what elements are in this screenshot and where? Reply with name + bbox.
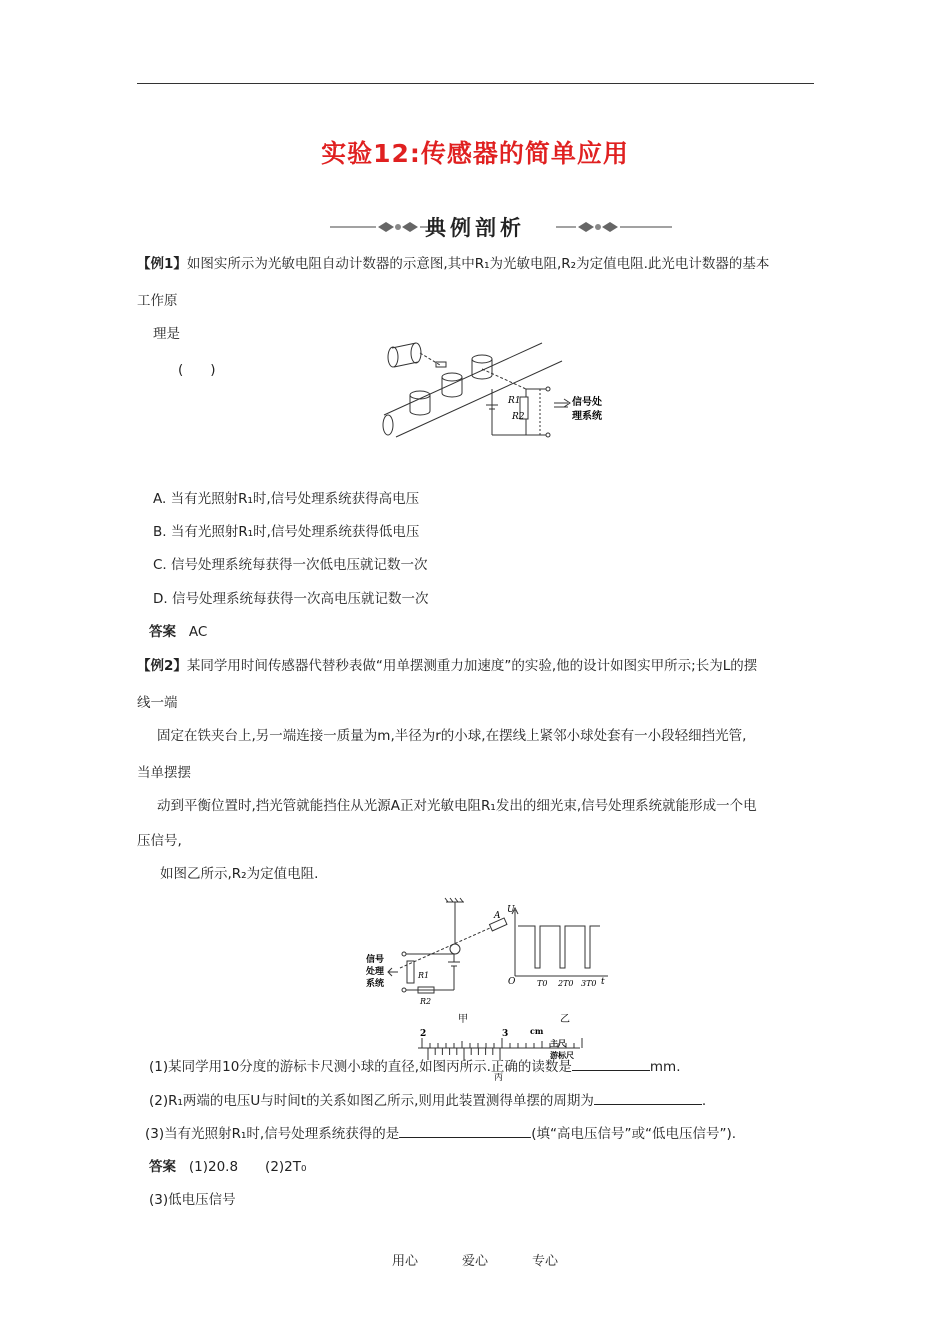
fig2-jia: 甲	[458, 1014, 468, 1025]
option-a: A. 当有光照射R₁时,信号处理系统获得高电压	[153, 491, 420, 507]
fig2-label-t0: T0	[537, 979, 548, 988]
example1-paren: ( )	[178, 362, 216, 378]
question-1-unit: mm.	[649, 1059, 681, 1075]
fig1-signal-label-1: 信号处	[572, 397, 602, 408]
fig2-yi: 乙	[560, 1014, 570, 1025]
example1-line3: 理是	[153, 326, 180, 342]
footer	[0, 1250, 950, 1269]
answer-value-2: (1)20.8 (2)2T₀	[188, 1159, 307, 1175]
fig2-bing: 丙	[494, 1073, 504, 1083]
example2-line6: 压信号,	[137, 833, 182, 849]
example1-answer	[149, 623, 207, 641]
answer-blank-2[interactable]	[594, 1092, 702, 1105]
answer-label-2: 答案	[149, 1159, 176, 1175]
vernier-2: 2	[420, 1029, 427, 1039]
fig2-r1: R1	[418, 971, 430, 980]
question-1	[149, 1058, 680, 1076]
example2-line5: 动到平衡位置时,挡光管就能挡住从光源A正对光敏电阻R₁发出的细光束,信号处理系统就能形成一个电	[157, 798, 757, 814]
question-3-end: (填“高电压信号”或“低电压信号”).	[531, 1126, 737, 1142]
vernier-cm: cm	[530, 1026, 544, 1036]
fig2-label-2t0: 2T0	[558, 979, 574, 988]
fig2-label-o: O	[508, 977, 516, 987]
example1-text: 如图实所示为光敏电阻自动计数器的示意图,其中R₁为光敏电阻,R₂为定值电阻.此光电计数器的基本	[186, 256, 770, 272]
fig2-label-t: t	[601, 977, 605, 987]
fig2-r2: R2	[420, 997, 432, 1006]
example2-answer-3: (3)低电压信号	[149, 1192, 236, 1208]
example2-text: 某同学用时间传感器代替秒表做“用单摆测重力加速度”的实验,他的设计如图实甲所示;长为L的摆	[186, 658, 758, 674]
question-1-text: (1)某同学用10分度的游标卡尺测小球的直径,如图丙所示.正确的读数是	[149, 1059, 572, 1075]
question-3-text: (3)当有光照射R₁时,信号处理系统获得的是	[145, 1126, 400, 1142]
question-3	[145, 1125, 736, 1143]
option-d: D. 信号处理系统每获得一次高电压就记数一次	[153, 591, 429, 607]
answer-blank-1[interactable]	[572, 1058, 650, 1071]
option-b: B. 当有光照射R₁时,信号处理系统获得低电压	[153, 524, 420, 540]
vernier-scale-label: 游标尺	[550, 1051, 574, 1060]
example1-line1	[137, 255, 769, 273]
footer-item: 专心	[532, 1254, 559, 1269]
option-c: C. 信号处理系统每获得一次低电压就记数一次	[153, 557, 428, 573]
fig2-label-u: U	[507, 905, 515, 915]
question-2-end: .	[701, 1093, 707, 1109]
fig2-signal-2: 处理	[366, 967, 385, 977]
fig2-label-3t0: 3T0	[581, 979, 597, 988]
page-title: 实验12:传感器的简单应用	[321, 139, 629, 168]
example1-line2: 工作原	[137, 293, 178, 309]
footer-item: 用心	[391, 1254, 418, 1269]
answer-value: AC	[188, 624, 208, 640]
example2-line3: 固定在铁夹台上,另一端连接一质量为m,半径为r的小球,在摆线上紧邻小球处套有一小段轻细挡光管,	[157, 728, 747, 744]
example2-tag: 【例2】	[137, 658, 187, 674]
example2-line2: 线一端	[137, 695, 178, 711]
question-2-text: (2)R₁两端的电压U与时间t的关系如图乙所示,则用此装置测得单摆的周期为	[149, 1093, 594, 1109]
fig1-r1-label: R1	[508, 396, 521, 406]
example2-line4: 当单摆摆	[137, 765, 191, 781]
example1-tag: 【例1】	[137, 256, 187, 272]
example2-answer	[149, 1158, 306, 1176]
vernier-main-scale: 主尺	[550, 1039, 566, 1048]
example2-line1	[137, 657, 757, 675]
fig1-r2-label: R2	[512, 412, 525, 422]
fig2-label-a: A	[494, 911, 501, 921]
fig2-signal-1: 信号	[366, 955, 385, 965]
header-rule	[137, 83, 814, 84]
counter-figure	[380, 337, 620, 442]
question-2	[149, 1092, 706, 1110]
footer-item: 爱心	[461, 1254, 488, 1269]
ornament-right	[556, 217, 676, 237]
vernier-3: 3	[502, 1029, 509, 1039]
section-heading: 典例剖析	[425, 216, 525, 240]
answer-label: 答案	[149, 624, 176, 640]
fig2-signal-3: 系统	[366, 979, 385, 989]
example2-line7: 如图乙所示,R₂为定值电阻.	[160, 866, 319, 882]
fig1-signal-label-2: 理系统	[572, 411, 602, 422]
answer-blank-3[interactable]	[399, 1125, 531, 1138]
